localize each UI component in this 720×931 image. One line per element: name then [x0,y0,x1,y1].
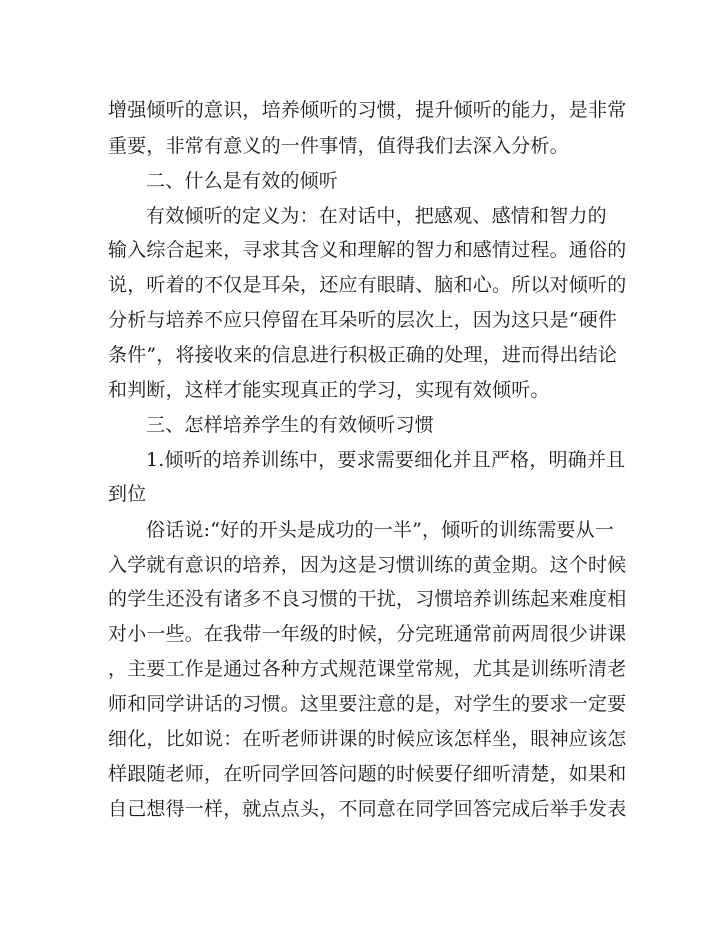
text-line: 输入综合起来，寻求其含义和理解的智力和感情过程。通俗的 [108,239,627,261]
text-line: 入学就有意识的培养，因为这是习惯训练的黄金期。这个时候 [108,554,627,576]
text-line: 分析与培养不应只停留在耳朵听的层次上，因为这只是“硬件 [108,309,618,331]
text-line: 自己想得一样，就点点头，不同意在同学回答完成后举手发表 [108,798,627,820]
text-line: 的学生还没有诸多不良习惯的干扰，习惯培养训练起来难度相 [108,588,627,610]
text-line: 增强倾听的意识，培养倾听的习惯，提升倾听的能力，是非常 [108,99,627,121]
subsection-heading: 1.倾听的培养训练中，要求需要细化并且严格，明确并且 [146,449,626,471]
text-line: 师和同学讲话的习惯。这里要注意的是，对学生的要求一定要 [108,693,627,715]
section-heading: 二、什么是有效的倾听 [146,170,339,192]
text-line: ，主要工作是通过各种方式规范课堂常规，尤其是训练听清老 [108,658,627,680]
text-line: 对小一些。在我带一年级的时候，分完班通常前两周很少讲课 [108,623,627,645]
text-line: 条件”，将接收来的信息进行积极正确的处理，进而得出结论 [108,344,618,366]
subsection-heading-continued: 到位 [108,483,147,505]
section-heading: 三、怎样培养学生的有效倾听习惯 [146,414,435,436]
text-line: 和判断，这样才能实现真正的学习，实现有效倾听。 [108,379,550,401]
text-line: 有效倾听的定义为：在对话中，把感观、感情和智力的 [146,205,607,227]
text-line: 细化，比如说：在听老师讲课的时候应该怎样坐，眼神应该怎 [108,728,627,750]
text-line: 重要，非常有意义的一件事情，值得我们去深入分析。 [108,135,569,157]
text-line: 样跟随老师，在听同学回答问题的时候要仔细听清楚，如果和 [108,763,627,785]
text-line: 俗话说:“好的开头是成功的一半”，倾听的训练需要从一 [146,519,615,541]
text-line: 说，听着的不仅是耳朵，还应有眼睛、脑和心。所以对倾听的 [108,274,627,296]
